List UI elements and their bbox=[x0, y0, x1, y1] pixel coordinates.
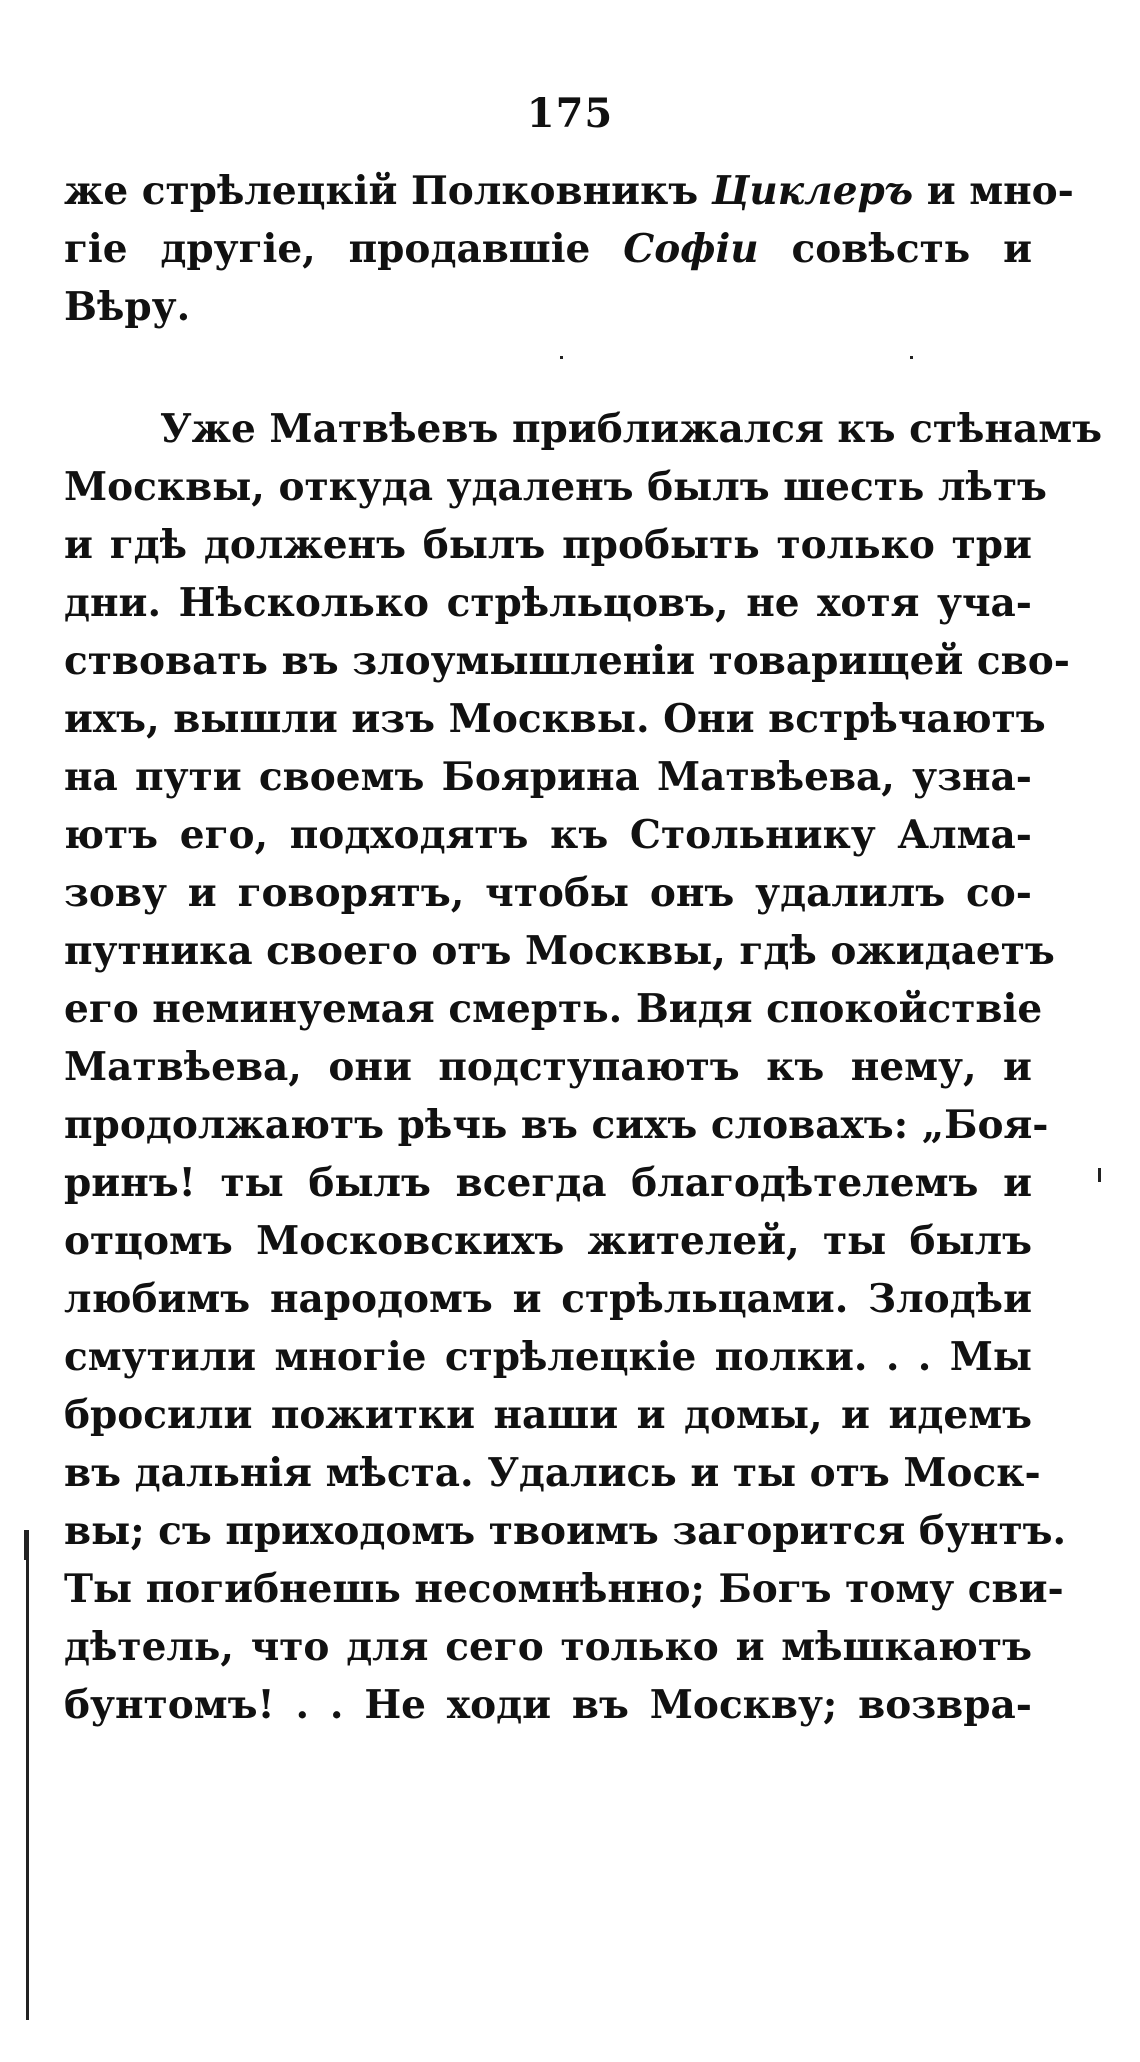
text-line: Матвѣева, они подступаютъ къ нему, и bbox=[64, 1044, 1032, 1090]
text-line: Уже Матвѣевъ приближался къ стѣнамъ bbox=[160, 406, 1103, 452]
text-line: Ты погибнешь несомнѣнно; Богъ тому сви- bbox=[64, 1566, 1064, 1612]
text-line: продолжаютъ рѣчь въ сихъ словахъ: „Боя- bbox=[64, 1102, 1049, 1148]
paragraph-main bbox=[64, 400, 1103, 1734]
italic-name: Циклеръ bbox=[711, 168, 914, 214]
text-line: въ дальнія мѣста. Удались и ты отъ Моск- bbox=[64, 1450, 1041, 1496]
text-line: ютъ его, подходятъ къ Стольнику Алма- bbox=[64, 812, 1032, 858]
text-line: его неминуемая смерть. Видя спокойствіе bbox=[64, 986, 1043, 1032]
text-line: Вѣру. bbox=[64, 284, 191, 330]
text-line: же стрѣлецкій Полковникъ Циклеръ и мно- bbox=[64, 168, 1074, 214]
scan-margin-line bbox=[26, 1530, 29, 2020]
text-line: бунтомъ! . . Не ходи въ Москву; возвра- bbox=[64, 1682, 1032, 1728]
text-line: любимъ народомъ и стрѣльцами. Злодѣи bbox=[64, 1276, 1032, 1322]
scan-speck bbox=[910, 356, 913, 359]
text-line: и гдѣ долженъ былъ пробыть только три bbox=[64, 522, 1032, 568]
scan-speck bbox=[1098, 1168, 1101, 1182]
scan-speck bbox=[560, 356, 563, 359]
text-line: отцомъ Московскихъ жителей, ты былъ bbox=[64, 1218, 1032, 1264]
text-line: смутили многіе стрѣлецкіе полки. . . Мы bbox=[64, 1334, 1032, 1380]
text-line: вы; съ приходомъ твоимъ загорится бунтъ. bbox=[64, 1508, 1067, 1554]
text-line: путника своего отъ Москвы, гдѣ ожидаетъ bbox=[64, 928, 1055, 974]
text-line: ихъ, вышли изъ Москвы. Они встрѣчаютъ bbox=[64, 696, 1046, 742]
text-line: ринъ! ты былъ всегда благодѣтелемъ и bbox=[64, 1160, 1032, 1206]
italic-name: Софіи bbox=[623, 226, 759, 272]
text-line: зову и говорятъ, чтобы онъ удалилъ со- bbox=[64, 870, 1032, 916]
paragraph-continued bbox=[64, 162, 1074, 336]
text-line: ствовать въ злоумышленіи товарищей сво- bbox=[64, 638, 1070, 684]
text-line: дѣтель, что для сего только и мѣшкаютъ bbox=[64, 1624, 1032, 1670]
text-line: бросили пожитки наши и домы, и идемъ bbox=[64, 1392, 1032, 1438]
scan-margin-tick bbox=[24, 1530, 28, 1560]
text-line: Москвы, откуда удаленъ былъ шесть лѣтъ bbox=[64, 464, 1047, 510]
text-line: дни. Нѣсколько стрѣльцовъ, не хотя уча- bbox=[64, 580, 1032, 626]
text-line: гіе другіе, продавшіе Софіи совѣсть и bbox=[64, 226, 1033, 272]
text-line: на пути своемъ Боярина Матвѣева, узна- bbox=[64, 754, 1032, 800]
page-number: 175 bbox=[526, 90, 614, 137]
